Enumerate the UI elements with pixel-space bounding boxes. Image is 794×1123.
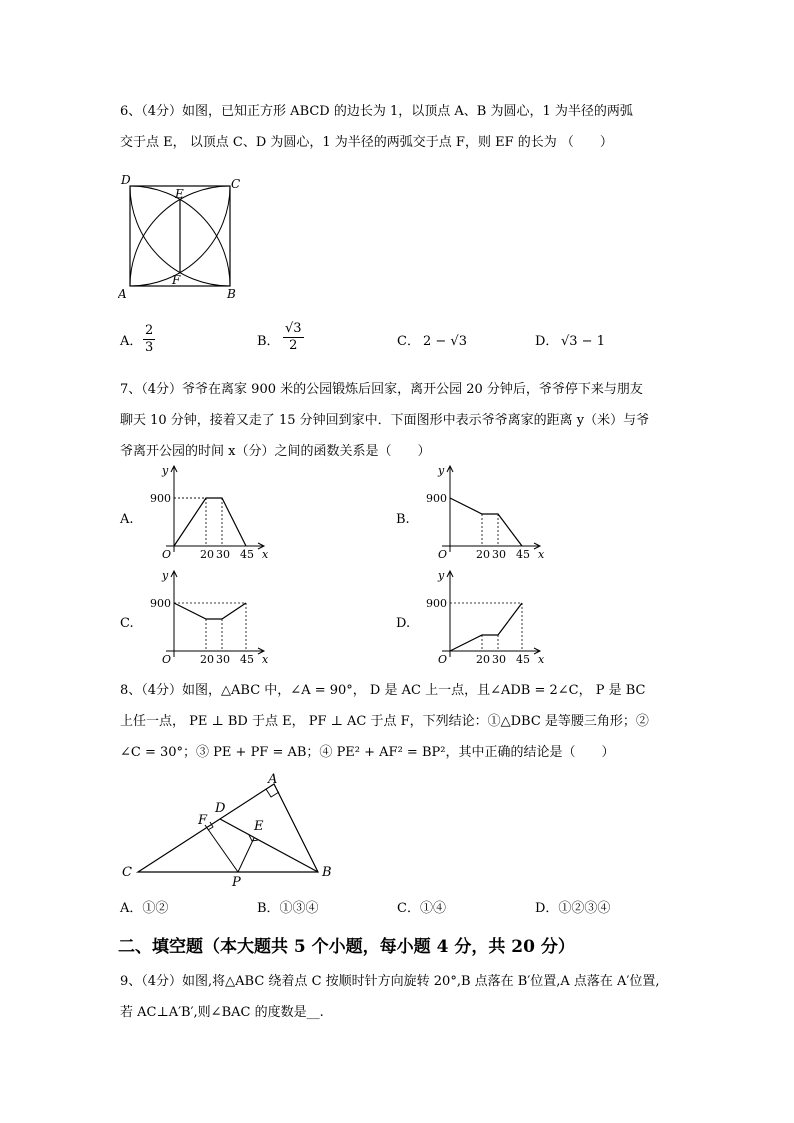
tick-label-900: 900 [426, 492, 447, 505]
q6-option-b-fraction [283, 321, 304, 354]
tick-label-45: 45 [240, 653, 254, 666]
label-A: A [118, 287, 127, 301]
q9-stem-line1: 9、（4分）如图,将△ABC 绕着点 C 按顺时针方向旋转 20°,B 点落在 B′位置,A 点落在 A′位置, [120, 974, 660, 989]
label-P: P [232, 875, 241, 890]
y-axis-label: y [438, 464, 445, 477]
label-F: F [198, 813, 208, 828]
tick-label-20: 20 [200, 653, 214, 666]
origin-label: O [438, 653, 448, 666]
q7-option-c-label: C. [120, 616, 134, 631]
q8-option-a: A．①② [120, 901, 169, 916]
origin-label: O [162, 548, 172, 561]
label-E: E [175, 187, 184, 201]
q6-option-a-label: A． [120, 334, 143, 349]
tick-label-30: 30 [216, 548, 230, 561]
label-B: B [322, 865, 332, 880]
tick-label-45: 45 [516, 653, 530, 666]
q8-option-c: C．①④ [397, 901, 446, 916]
q6-option-c-value: 2 − √3 [423, 334, 467, 349]
y-axis-label: y [162, 464, 169, 477]
q6-a-numerator: 2 [145, 323, 154, 338]
q7-option-a-label: A. [120, 512, 134, 527]
section-heading: 二、填空题（本大题共 5 个小题，每小题 4 分，共 20 分） [118, 937, 575, 957]
q6-option-d-value: √3 − 1 [561, 334, 605, 349]
x-axis-label: x [538, 653, 544, 666]
label-F: F [172, 273, 181, 287]
q6-stem-line1: 6、（4分）如图，已知正方形 ABCD 的边长为 1，以顶点 A、B 为圆心，1 为半径的两弧 [120, 104, 633, 119]
q6-square-figure [118, 172, 248, 304]
q6-option-a-fraction [143, 323, 155, 356]
q6-b-denominator: 2 [289, 338, 298, 353]
q9-stem-line2: 若 AC⊥A′B′,则∠BAC 的度数是__. [120, 1005, 324, 1020]
q8-stem-line2: 上任一点， PE ⊥ BD 于点 E， PF ⊥ AC 于点 F，下列结论：①△DBC 是等腰三角形；② [120, 714, 649, 729]
y-axis-label: y [162, 569, 169, 582]
y-axis-label: y [438, 569, 445, 582]
tick-label-20: 20 [200, 548, 214, 561]
tick-label-45: 45 [516, 548, 530, 561]
q8-option-d: D．①②③④ [535, 901, 611, 916]
q7-stem-line1: 7、（4分）爷爷在离家 900 米的公园锻炼后回家，离开公园 20 分钟后，爷爷停下来与朋友 [120, 382, 643, 397]
x-axis-label: x [538, 548, 544, 561]
x-axis-label: x [262, 653, 268, 666]
tick-label-30: 30 [492, 653, 506, 666]
q6-option-d-label: D． [535, 334, 559, 349]
q7-option-b-label: B. [396, 512, 410, 527]
q7-stem-line3: 爷离开公园的时间 x（分）之间的函数关系是（ ） [120, 444, 431, 459]
q6-option-b-label: B． [257, 334, 280, 349]
q6-b-numerator: √3 [285, 321, 302, 336]
label-D: D [121, 173, 131, 187]
tick-label-45: 45 [240, 548, 254, 561]
x-axis-label: x [262, 548, 268, 561]
q8-stem-line3: ∠C = 30°；③ PE + PF = AB；④ PE² + AF² = BP²，其中正确的结论是（ ） [120, 745, 615, 760]
q8-stem-line1: 8、（4分）如图，△ABC 中，∠A = 90°， D 是 AC 上一点，且∠ADB = 2∠C， P 是 BC [120, 683, 646, 698]
origin-label: O [438, 548, 448, 561]
tick-label-20: 20 [476, 653, 490, 666]
tick-label-20: 20 [476, 548, 490, 561]
label-E: E [254, 819, 264, 834]
q6-stem-line2: 交于点 E， 以顶点 C、D 为圆心，1 为半径的两弧交于点 F，则 EF 的长为 （ ） [120, 135, 613, 150]
series-line [450, 498, 522, 546]
origin-label: O [162, 653, 172, 666]
tick-label-30: 30 [492, 548, 506, 561]
tick-label-30: 30 [216, 653, 230, 666]
series-line [174, 498, 246, 546]
label-C: C [231, 177, 241, 191]
q7-stem-line2: 聊天 10 分钟，接着又走了 15 分钟回到家中．下面图形中表示爷爷离家的距离 y（米）与爷 [120, 413, 650, 428]
q6-option-c-label: C． [397, 334, 420, 349]
label-A: A [268, 772, 278, 787]
label-C: C [122, 865, 132, 880]
q7-graph-c [144, 565, 268, 675]
q8-option-b: B．①③④ [257, 901, 319, 916]
q8-triangle-figure [118, 770, 343, 890]
q7-option-d-label: D. [396, 616, 411, 631]
label-D: D [215, 801, 226, 816]
q7-graph-a [144, 460, 268, 570]
tick-label-900: 900 [150, 597, 171, 610]
series-line [450, 603, 522, 651]
q7-graph-b [420, 460, 544, 570]
tick-label-900: 900 [426, 597, 447, 610]
label-B: B [227, 287, 236, 301]
q7-graph-d [420, 565, 544, 675]
q6-a-denominator: 3 [145, 340, 154, 355]
series-line [174, 603, 246, 619]
tick-label-900: 900 [150, 492, 171, 505]
